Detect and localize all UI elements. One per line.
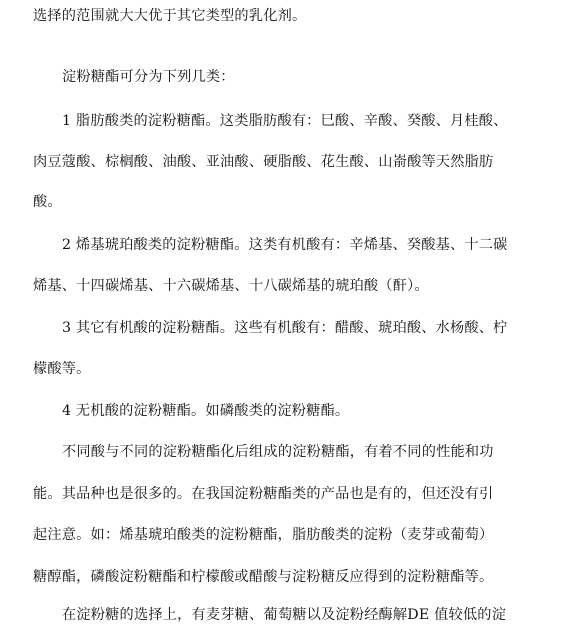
text-line-8: 3 其它有机酸的淀粉糖酯。这些有机酸有：醋酸、琥珀酸、水杨酸、柠 bbox=[62, 320, 508, 336]
text-line-15: 在淀粉糖的选择上，有麦芽糖、葡萄糖以及淀粉经酶解DE 值较低的淀 bbox=[62, 607, 507, 623]
text-line-6: 2 烯基琥珀酸类的淀粉糖酯。这类有机酸有：辛烯基、癸酸基、十二碳 bbox=[62, 237, 508, 253]
text-line-5: 酸。 bbox=[33, 194, 62, 210]
text-line-2: 淀粉糖酯可分为下列几类： bbox=[62, 69, 235, 85]
text-line-1: 选择的范围就大大优于其它类型的乳化剂。 bbox=[33, 8, 307, 24]
text-line-13: 起注意。如：烯基琥珀酸类的淀粉糖酯，脂肪酸类的淀粉（麦芽或葡萄） bbox=[33, 527, 494, 543]
text-line-10: 4 无机酸的淀粉糖酯。如磷酸类的淀粉糖酯。 bbox=[62, 403, 350, 419]
text-line-7: 烯基、十四碳烯基、十六碳烯基、十八碳烯基的琥珀酸（酐）。 bbox=[33, 278, 429, 294]
text-line-3: 1 脂肪酸类的淀粉糖酯。这类脂肪酸有：巳酸、辛酸、癸酸、月桂酸、 bbox=[62, 113, 508, 129]
text-line-4: 肉豆蔻酸、棕榈酸、油酸、亚油酸、硬脂酸、花生酸、山嵛酸等天然脂肪 bbox=[33, 154, 494, 170]
text-line-9: 檬酸等。 bbox=[33, 361, 91, 377]
text-line-11: 不同酸与不同的淀粉糖酯化后组成的淀粉糖酯，有着不同的性能和功 bbox=[62, 444, 494, 460]
text-line-12: 能。其品种也是很多的。在我国淀粉糖酯类的产品也是有的，但还没有引 bbox=[33, 486, 494, 502]
text-line-14: 糖醇酯，磷酸淀粉糖酯和柠檬酸或醋酸与淀粉糖反应得到的淀粉糖酯等。 bbox=[33, 569, 494, 585]
